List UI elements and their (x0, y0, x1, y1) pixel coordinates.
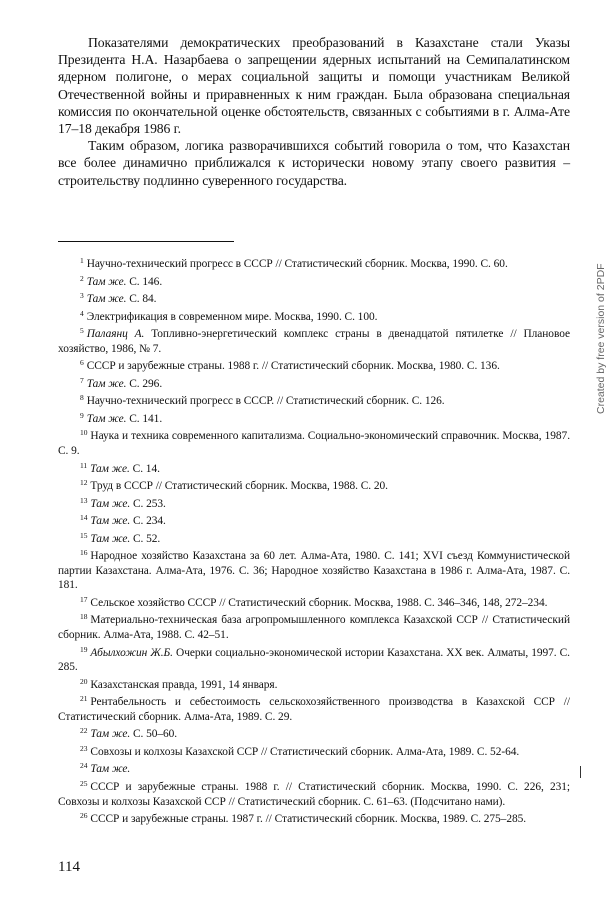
footnote-text: С. 14. (129, 462, 160, 475)
footnote-number: 8 (80, 393, 84, 403)
footnote-11 (58, 459, 570, 477)
footnote-number: 24 (80, 761, 88, 771)
footnote-8 (58, 391, 570, 409)
footnote-6 (58, 356, 570, 374)
footnote-number: 4 (80, 308, 84, 318)
footnote-author: Там же. (90, 728, 131, 741)
footnote-author: Там же. (86, 293, 127, 306)
footnote-number: 22 (80, 726, 88, 736)
margin-mark (580, 766, 581, 778)
footnote-number: 19 (80, 644, 88, 654)
footnote-number: 16 (80, 548, 88, 558)
footnote-text: Очерки социально-экономической истории Казахстана. XX век. Алматы, 1997. С. 285. (58, 646, 570, 674)
footnote-16 (58, 546, 570, 593)
footnote-text: Сельское хозяйство СССР // Статистический сборник. Москва, 1988. С. 346–346, 148, 272–234. (90, 596, 548, 609)
footnote-number: 1 (80, 256, 84, 265)
footnote-4 (58, 307, 570, 325)
footnote-13 (58, 494, 570, 512)
footnote-19 (58, 643, 570, 675)
footnote-author: Там же. (86, 275, 127, 288)
footnote-text: Электрификация в современном мире. Москва, 1990. С. 100. (86, 310, 378, 323)
footnote-22 (58, 724, 570, 742)
footnote-text: Труд в СССР // Статистический сборник. Москва, 1988. С. 20. (90, 480, 388, 493)
footnote-text: СССР и зарубежные страны. 1988 г. // Статистический сборник. Москва, 1980. С. 136. (86, 360, 500, 373)
footnote-10 (58, 426, 570, 458)
footnote-15 (58, 529, 570, 547)
footnote-text: С. 146. (126, 275, 163, 288)
footnote-number: 10 (80, 428, 88, 438)
footnote-number: 14 (80, 513, 88, 523)
footnote-text: С. 50–60. (130, 728, 178, 741)
footnote-text: Научно-технический прогресс в СССР. // Статистический сборник. С. 126. (86, 395, 445, 408)
footnote-number: 5 (80, 326, 84, 336)
footnote-text: Народное хозяйство Казахстана за 60 лет. Алма-Ата, 1980. С. 141; XVI съезд Коммунистической партии Казахстана. Алма-Ата, 1976. С. 36; Народное хозяйство Казахстана в 1986 г. Алма-Ата, 1987. С. 181. (58, 550, 570, 592)
watermark-text: Created by free version of 2PDF (595, 263, 607, 414)
footnote-17 (58, 593, 570, 611)
footnote-text: СССР и зарубежные страны. 1987 г. // Статистический сборник. Москва, 1989. С. 275–285. (90, 813, 527, 826)
footnote-text: С. 84. (126, 293, 157, 306)
footnote-text: Совхозы и колхозы Казахской ССР // Статистический сборник. Алма-Ата, 1989. С. 52-64. (90, 745, 520, 758)
footnote-number: 11 (80, 460, 88, 470)
footnote-number: 18 (80, 612, 88, 622)
footnote-23 (58, 742, 570, 760)
footnote-author: Там же. (90, 532, 131, 545)
footnote-text: С. 234. (130, 515, 166, 528)
footnote-author: Там же. (86, 377, 127, 390)
footnote-number: 21 (80, 694, 88, 704)
main-text (58, 34, 570, 189)
footnote-25 (58, 777, 570, 809)
footnote-text: С. 296. (126, 377, 163, 390)
footnote-text: Казахстанская правда, 1991, 14 января. (90, 678, 278, 691)
footnote-21 (58, 692, 570, 724)
footnote-7 (58, 374, 570, 392)
footnote-number: 3 (80, 291, 84, 301)
footnote-number: 17 (80, 594, 88, 604)
watermark (583, 214, 607, 414)
footnote-number: 7 (80, 375, 84, 385)
footnote-author: Там же. (86, 412, 127, 425)
footnote-text: Наука и техника современного капитализма. Социально-экономический справочник. Москва, 1987. С. 9. (58, 430, 570, 458)
footnote-number: 15 (80, 530, 88, 540)
footnote-number: 6 (80, 358, 84, 368)
footnote-text: С. 141. (126, 412, 163, 425)
footnote-number: 20 (80, 676, 88, 686)
footnote-author: Палаянц А. (86, 328, 145, 341)
footnote-separator (58, 241, 234, 242)
paragraph: Таким образом, логика разворачившихся событий говорила о том, что Казахстан все более динамично приближался к исторически новому этапу своего развития – строительству подлинно суверенного государства. (58, 138, 570, 188)
footnote-author: Там же. (90, 763, 131, 776)
footnote-number: 2 (80, 273, 84, 283)
footnote-text: Материально-техническая база агропромышленного комплекса Казахской ССР // Статистический сборник. Алма-Ата, 1988. С. 42–51. (58, 614, 570, 642)
footnote-2 (58, 272, 570, 290)
footnote-14 (58, 511, 570, 529)
footnote-9 (58, 409, 570, 427)
footnote-number: 26 (80, 811, 88, 821)
footnote-3 (58, 289, 570, 307)
footnote-20 (58, 675, 570, 693)
footnote-text: Научно-технический прогресс в СССР // Статистический сборник. Москва, 1990. С. 60. (86, 258, 508, 270)
paragraph: Показателями демократических преобразований в Казахстане стали Указы Президента Н.А. Назарбаева о запрещении ядерных испытаний на Семипалатинском ядерном полигоне, о мерах социальной защиты и помощи участникам Великой Отечественной войны и приравненных к ним граждан. Была образована специальная комиссия по окончательной оценке обстоятельств, связанных с событиями в г. Алма-Ате 17–18 декабря 1986 г. (58, 35, 570, 137)
footnote-author: Там же. (90, 515, 131, 528)
footnotes (58, 254, 570, 827)
footnote-text: Топливно-энергетический комплекс страны в двенадцатой пятилетке // Плановое хозяйство, 1986, № 7. (58, 328, 570, 355)
footnote-26 (58, 809, 570, 827)
footnote-5 (58, 324, 570, 356)
footnote-number: 25 (80, 778, 88, 788)
footnote-text: С. 253. (130, 497, 166, 510)
footnote-12 (58, 476, 570, 494)
page-number: 114 (58, 859, 80, 875)
footnote-number: 13 (80, 495, 88, 505)
footnote-number: 23 (80, 743, 88, 753)
footnote-author: Абылхожин Ж.Б. (90, 646, 173, 659)
footnote-text: С. 52. (130, 532, 161, 545)
footnote-author: Там же. (90, 462, 130, 475)
footnote-24 (58, 759, 570, 777)
footnote-18 (58, 610, 570, 642)
footnote-text: СССР и зарубежные страны. 1988 г. // Статистический сборник. Москва, 1990. С. 226, 231; Совхозы и колхозы Казахской ССР // Статистический сборник. С. 61–63. (Подсчитано нами). (58, 780, 570, 808)
footnote-1 (58, 254, 570, 272)
footnote-text: Рентабельность и себестоимость сельскохозяйственного производства в Казахской ССР // Статистический сборник. Алма-Ата, 1989. С. 29. (58, 696, 570, 723)
footnote-author: Там же. (90, 497, 131, 510)
footnote-number: 12 (80, 478, 88, 488)
footnote-number: 9 (80, 410, 84, 420)
